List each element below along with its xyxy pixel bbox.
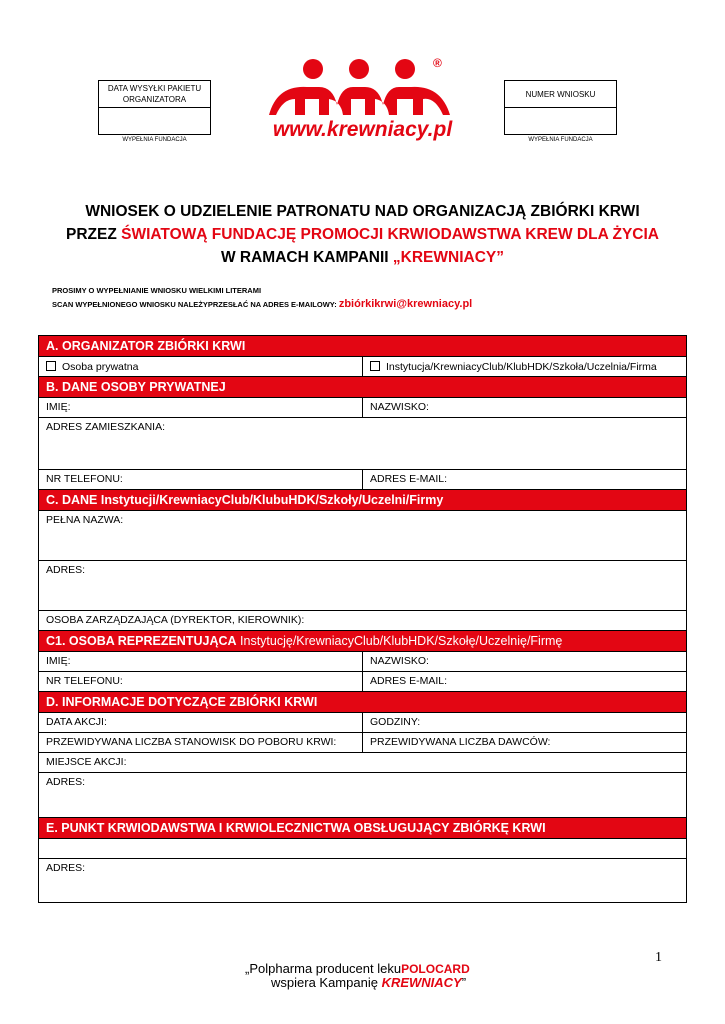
c-manager-field[interactable]: OSOBA ZARZĄDZAJĄCA (DYREKTOR, KIEROWNIK): [46, 614, 305, 626]
application-number-box[interactable] [504, 80, 617, 135]
section-e-header: E. PUNKT KRWIODAWSTWA I KRWIOLECZNICTWA OBSŁUGUJĄCY ZBIÓRKĘ KRWI [39, 817, 686, 838]
b-first-name-field[interactable]: IMIĘ: [46, 401, 71, 413]
footer-line-1 [245, 962, 470, 976]
footer-brand-polocard: POLOCARD [401, 962, 470, 976]
title-line-3-red: „KREWNIACY” [392, 249, 504, 266]
section-c1-header-bold: C1. OSOBA REPREZENTUJĄCA [46, 634, 237, 648]
c1-last-name-field[interactable]: NAZWISKO: [362, 652, 686, 671]
application-form [38, 335, 687, 903]
footer [245, 962, 470, 989]
d-date-field[interactable]: DATA AKCJI: [46, 716, 107, 728]
application-number-label: NUMER WNIOSKU [505, 81, 616, 108]
title-line-2 [40, 226, 685, 244]
section-c-header: C. DANE Instytucji/KrewniacyClub/KlubuHDK/Szkoły/Uczelni/Firmy [39, 489, 686, 510]
page-number: 1 [655, 950, 662, 965]
note-capital-letters: PROSIMY O WYPEŁNIANIE WNIOSKU WIELKIMI LITERAMI [52, 286, 262, 295]
section-c1-header-normal: Instytucję/KrewniacyClub/KlubHDK/Szkołę/Uczelnię/Firmę [236, 634, 563, 648]
option-private-person-label: Osoba prywatna [62, 361, 139, 373]
option-institution[interactable] [362, 357, 686, 376]
footer-brand-krewniacy: KREWNIACY [381, 975, 462, 990]
c1-email-field[interactable]: ADRES E-MAIL: [362, 672, 686, 691]
section-d-header: D. INFORMACJE DOTYCZĄCE ZBIÓRKI KRWI [39, 691, 686, 712]
b-address-field[interactable]: ADRES ZAMIESZKANIA: [46, 421, 166, 433]
d-donors-field[interactable]: PRZEWIDYWANA LICZBA DAWCÓW: [362, 733, 686, 752]
c-address-field[interactable]: ADRES: [46, 564, 86, 576]
option-institution-label: Instytucja/KrewniacyClub/KlubHDK/Szkoła/Uczelnia/Firma [386, 361, 657, 373]
registered-mark: ® [433, 56, 442, 70]
c1-first-name-field[interactable]: IMIĘ: [46, 655, 71, 667]
note-email-address[interactable]: zbiórkikrwi@krewniacy.pl [338, 298, 473, 310]
d-address-field[interactable]: ADRES: [46, 776, 86, 788]
section-c1-header [39, 630, 686, 651]
footer-line-2-suffix: ” [461, 975, 467, 990]
footer-line-2 [245, 976, 470, 989]
e-address-field[interactable]: ADRES: [46, 862, 86, 874]
application-number-note: WYPEŁNIA FUNDACJA [528, 137, 593, 143]
title-line-2-red: ŚWIATOWĄ FUNDACJĘ PROMOCJI KRWIODAWSTWA KREW DLA ŻYCIA [121, 226, 660, 243]
shipping-date-note: WYPEŁNIA FUNDACJA [122, 137, 187, 143]
title-line-1: WNIOSEK O UDZIELENIE PATRONATU NAD ORGANIZACJĄ ZBIÓRKI KRWI [85, 203, 640, 220]
note-email-text: SCAN WYPEŁNIONEGO WNIOSKU NALEŻYPRZESŁAĆ NA ADRES E-MAILOWY: [52, 300, 337, 309]
e-center-name-field[interactable] [39, 839, 686, 858]
title-line-3 [40, 249, 685, 267]
footer-line-1-text: „Polpharma producent leku [245, 961, 402, 976]
footer-line-2-text: wspiera Kampanię [271, 975, 382, 990]
option-private-person[interactable] [39, 357, 362, 376]
shipping-date-label: DATA WYSYŁKI PAKIETU ORGANIZATORA [99, 81, 210, 108]
checkbox-icon[interactable] [46, 361, 56, 371]
note-email [52, 298, 472, 310]
title-line-2-prefix: PRZEZ [65, 226, 122, 243]
b-last-name-field[interactable]: NAZWISKO: [362, 398, 686, 417]
d-stations-field[interactable]: PRZEWIDYWANA LICZBA STANOWISK DO POBORU KRWI: [46, 736, 337, 748]
shipping-date-field[interactable] [99, 108, 210, 134]
logo-url[interactable]: www.krewniacy.pl [272, 118, 453, 141]
checkbox-icon[interactable] [370, 361, 380, 371]
c-full-name-field[interactable]: PEŁNA NAZWA: [46, 514, 124, 526]
title-line-3-prefix: W RAMACH KAMPANII [220, 249, 393, 266]
application-number-field[interactable] [505, 108, 616, 134]
d-hours-field[interactable]: GODZINY: [362, 713, 686, 732]
b-email-field[interactable]: ADRES E-MAIL: [362, 470, 686, 489]
section-b-header: B. DANE OSOBY PRYWATNEJ [39, 376, 686, 397]
b-phone-field[interactable]: NR TELEFONU: [46, 473, 123, 485]
d-location-field[interactable]: MIEJSCE AKCJI: [46, 756, 127, 768]
c1-phone-field[interactable]: NR TELEFONU: [46, 675, 123, 687]
shipping-date-box[interactable] [98, 80, 211, 135]
section-a-header: A. ORGANIZATOR ZBIÓRKI KRWI [39, 336, 686, 356]
